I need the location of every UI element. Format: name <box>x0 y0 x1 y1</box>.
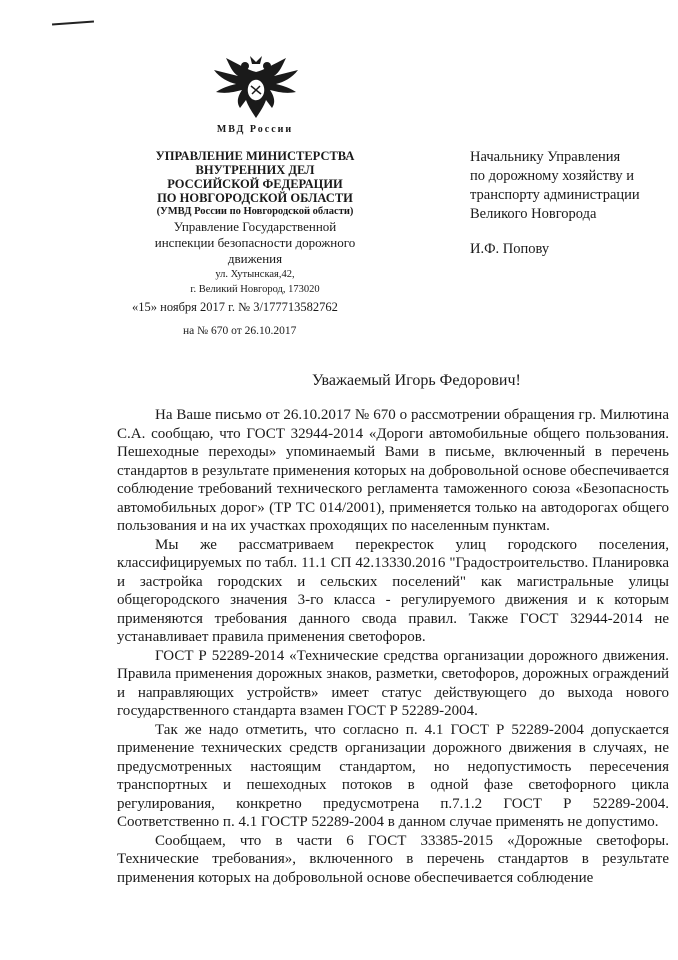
letterhead <box>120 124 390 297</box>
org-line: ВНУТРЕННИХ ДЕЛ <box>195 163 315 177</box>
greeting: Уважаемый Игорь Федорович! <box>312 372 521 389</box>
department-line: инспекции безопасности дорожного <box>154 235 356 250</box>
reference-number: на № 670 от 26.10.2017 <box>183 325 297 337</box>
address-line: г. Великий Новгород, 173020 <box>190 284 320 295</box>
address-line: ул. Хутынская,42, <box>215 269 295 280</box>
body-paragraph: На Ваше письмо от 26.10.2017 № 670 о рассмотрении обращения гр. Милютина С.А. сообщаю, что ГОСТ 32944-2014 «Дороги автомобильные общего пользования. Пешеходные переходы» упоминаемый Вами в письме, включенный в перечень стандартов в результате применения которых на добровольной основе обеспечивается соблюдение требований технического регламента таможенного союза «Безопасность автомобильных дорог» (ТР ТС 014/2001), применяется только на автодорогах общего пользования и на их участках проходящих по населенным пунктам. <box>117 407 669 534</box>
addressee-block <box>470 148 670 224</box>
addressee-line: Великого Новгорода <box>470 206 597 222</box>
org-line: ПО НОВГОРОДСКОЙ ОБЛАСТИ <box>157 191 353 205</box>
outgoing-number: «15» ноября 2017 г. № 3/177713582762 <box>132 300 338 314</box>
department-line: движения <box>227 251 283 266</box>
ministry-name: МВД России <box>216 124 294 135</box>
double-headed-eagle-emblem-icon <box>212 54 300 126</box>
body-paragraph: Мы же рассматриваем перекресток улиц городского поселения, классифицируемых по табл. 11.1 СП 42.13330.2016 "Градостроительство. Планировка и застройка городских и сельских поселений" как магистральные улицы общегородского значения 3-го класса - регулируемого движения и к которым применяются требования данного свода правил. Также ГОСТ 32944-2014 не устанавливает правила применения светофоров. <box>117 536 669 645</box>
body-paragraph: Так же надо отметить, что согласно п. 4.1 ГОСТ Р 52289-2004 допускается применение технических средств организации дорожного движения в случаях, не предусмотренных настоящим стандартом, но недопустимость пересечения транспортных и пешеходных потоков в одной фазе светофорного цикла регулирования, конкретно предусмотрена п.7.1.2 ГОСТ Р 52289-2004. Соответственно п. 4.1 ГОСТР 52289-2004 в данном случае применять не допустимо. <box>117 721 669 830</box>
department-line: Управление Государственной <box>173 219 337 234</box>
addressee-line: Начальнику Управления <box>470 149 621 165</box>
body-paragraph: ГОСТ Р 52289-2014 «Технические средства организации дорожного движения. Правила применения дорожных знаков, разметки, светофоров, дорожных ограждений и направляющих устройств» имеет статус действующего до выхода нового государственного стандарта взамен ГОСТ Р 52289-2004. <box>117 647 669 719</box>
addressee-line: транспорту администрации <box>470 187 640 203</box>
scan-mark <box>52 21 94 26</box>
letter-body <box>117 406 669 887</box>
addressee-line: по дорожному хозяйству и <box>470 168 635 184</box>
org-line: УПРАВЛЕНИЕ МИНИСТЕРСТВА <box>155 149 355 163</box>
org-line: РОССИЙСКОЙ ФЕДЕРАЦИИ <box>167 177 343 191</box>
addressee-name: И.Ф. Попову <box>470 241 550 257</box>
org-short-name: (УМВД России по Новгородской области) <box>156 206 354 217</box>
body-paragraph: Сообщаем, что в части 6 ГОСТ 33385-2015 «Дорожные светофоры. Технические требования», включенного в перечень стандартов в результате применения которых на добровольной основе обеспечивается соблюдение <box>117 832 669 886</box>
